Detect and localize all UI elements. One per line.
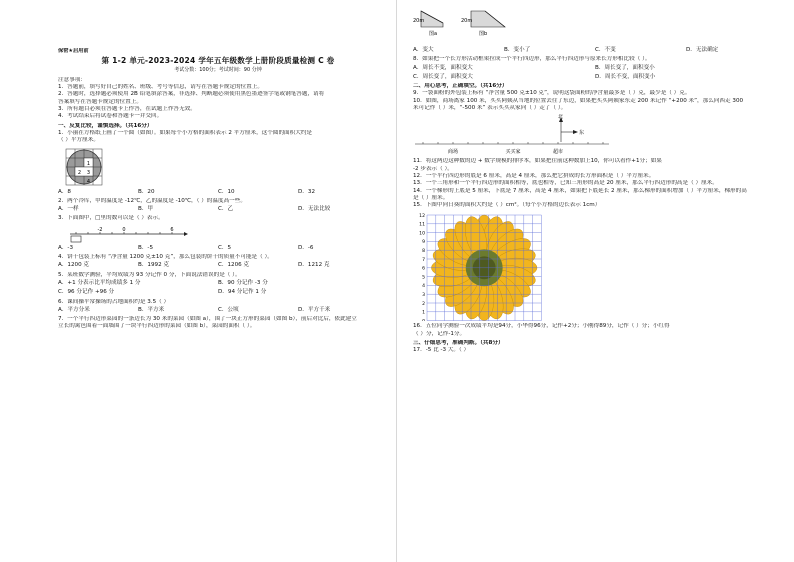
exam-meta: 考试分数：100分；考试时间：90 分钟 xyxy=(174,66,262,73)
note-item: 3．所有题目必须在答题卡上作答，在试题上作答无效。 xyxy=(58,106,196,113)
option[interactable]: C．周长变了，面积变大 xyxy=(413,73,473,80)
number-line-figure xyxy=(68,225,188,243)
question-text: 13．一个三角形和一个平行四边形的面积相等，底也相等，已知三角形的高是 20 厘米，那么平行四边形的高是（ ）厘米。 xyxy=(413,180,718,187)
y-tick-label: 5 xyxy=(422,275,425,281)
option[interactable]: B．20 xyxy=(138,188,155,195)
question-text: 11．将这两边这种数的边 + 数字规模的排序本，如果把往前这种数加上10，你可以看作+1分；如果 xyxy=(413,158,662,165)
tick-label: -2 xyxy=(97,226,103,233)
option[interactable]: B．1992 克 xyxy=(138,262,170,269)
q7-options xyxy=(413,47,777,54)
sunflower-grid-svg xyxy=(413,211,553,321)
option[interactable]: C．公顷 xyxy=(218,306,239,313)
q2-options xyxy=(58,206,378,213)
option[interactable]: A．8 xyxy=(58,188,71,195)
question-text: 7．一个平行四边形菜园的一条边长为 30 米的菜园（如图 a），围了一块正方形的菜园（如图 b），前后对比后，依此建立 xyxy=(58,316,357,323)
option[interactable]: A．变大 xyxy=(413,47,434,53)
y-tick-label: 1 xyxy=(422,311,425,317)
garden-figure xyxy=(413,3,523,37)
option[interactable]: D．94 分记作 1 分 xyxy=(218,289,267,296)
circle-cell-number: 4 xyxy=(86,178,91,185)
tick-label: 0 xyxy=(122,226,126,233)
q8-options-row1 xyxy=(413,65,777,72)
question-text: 16．五位同学测验一次成绩平均是94分，小华得96分，记作+2分；小刚得89分，记作（ ）分；小红得 xyxy=(413,323,670,330)
option[interactable]: D．-6 xyxy=(298,244,314,251)
y-tick-label xyxy=(422,319,425,322)
circle-cell-number: 3 xyxy=(86,169,91,176)
option[interactable]: C．96 分记作 +96 分 xyxy=(58,289,115,296)
section-heading: 二、用心思考，正确填空。（共16分） xyxy=(413,83,508,90)
notes-heading: 注意事项： xyxy=(58,76,86,83)
option[interactable]: B．-5 xyxy=(138,244,154,251)
option[interactable]: C．乙 xyxy=(218,206,234,213)
section-heading: 三、仔细思考，准确判断。（共8分） xyxy=(413,340,504,347)
section-heading: 一、反复比较，谨慎选择。（共16分） xyxy=(58,122,153,129)
question-text: 是（ ）厘米。 xyxy=(413,194,449,201)
question-text: 2．两个冷库，甲的温度是 -12℃，乙的温度是 -10℃，（ ）的温度高一些。 xyxy=(58,197,246,204)
q6-options xyxy=(58,307,378,314)
question-text: 10．如图，商场离家 100 米，买买阿姨从当地的位置去往了东边，如果把买买阿姨家东走 200 米记作 “+200 米”，那么向西走 300 xyxy=(413,97,744,104)
y-tick-label: 12 xyxy=(419,214,425,220)
question-text: 3．下面图中，□里的数可以是（ ）表示。 xyxy=(58,215,164,222)
option[interactable]: B．周长变了，面积变小 xyxy=(595,64,655,71)
secret-label: 保密★启用前 xyxy=(58,48,89,54)
circle-grid-svg xyxy=(64,147,104,187)
map-label: 北 xyxy=(558,114,564,121)
option[interactable]: A．1200 克 xyxy=(58,262,90,269)
y-tick-label: 11 xyxy=(419,223,425,229)
question-text: 17．-5 比 -3 大。（ ） xyxy=(413,347,470,354)
y-tick-label: 3 xyxy=(422,293,425,299)
question-text: （ ）平方厘米。 xyxy=(58,137,99,144)
y-tick-label: 2 xyxy=(422,302,425,308)
question-text: 12．一个平行四边形的底是 6 厘米，高是 4 厘米，那么把它拼成的长方形面积是（ ）平方厘米。 xyxy=(413,172,655,179)
direction-map-svg xyxy=(413,114,613,156)
y-tick-label: 8 xyxy=(422,249,425,255)
circle-cell-number: 1 xyxy=(86,160,91,167)
note-item: 4．考试结束后将试卷和答题卡一并交回。 xyxy=(58,113,163,120)
question-text: 6．课间操平常操场的占地面积约是 3.5（ ） xyxy=(58,298,170,305)
q1-options xyxy=(58,189,378,196)
option[interactable]: B．90 分记作 -3 分 xyxy=(218,279,268,286)
option[interactable]: D．周长不变，面积变小 xyxy=(595,73,656,80)
exam-right-page xyxy=(397,0,794,562)
option[interactable]: C．不变 xyxy=(595,47,616,53)
option[interactable]: C．10 xyxy=(218,188,235,195)
question-text: 15．下图中向日葵的面积大约是（ ）cm²。（每个小方格的边长表示 1cm） xyxy=(413,202,601,209)
q8-options-row2 xyxy=(413,74,777,81)
figure-label: 20m xyxy=(413,18,425,24)
map-label: 东 xyxy=(579,130,585,137)
y-tick-label: 9 xyxy=(422,240,425,246)
number-line-svg xyxy=(68,225,188,243)
option[interactable]: A．平方分米 xyxy=(58,306,90,313)
option[interactable]: B．平方米 xyxy=(138,306,165,313)
note-item: 1．答题前，填写好自己的姓名、班级、考号等信息，请写在答题卡规定的位置上。 xyxy=(58,84,263,91)
garden-svg xyxy=(413,3,523,37)
q4-options xyxy=(58,262,378,269)
option[interactable]: A．周长不变，面积变大 xyxy=(413,64,473,71)
option[interactable]: D．无法确定 xyxy=(686,47,719,53)
option[interactable]: D．平方千米 xyxy=(298,306,331,313)
question-text: 8．如果把一个长方形活动框架拉成一个平行四边形，那么平行四边形与原来长方形相比较（ ）。 xyxy=(413,56,651,63)
question-text: 5．某班数学测验，平均成绩为 93 分记作 0 分，下面说法错误的是（ ）。 xyxy=(58,271,241,278)
q3-options xyxy=(58,245,378,252)
question-text: 9．一袋面粉的外包装上标有 “净含量 500 克±10 克”，说明这袋面粉的净含量最多是（ ）克，最少是（ ）克。 xyxy=(413,90,691,97)
tick-label: 6 xyxy=(170,226,174,233)
question-text: 4．饼干包装上标有 “净含量 1200 克±10 克”，那么包装的饼干的质量不可能是（ ）。 xyxy=(58,254,273,261)
circle-grid-figure xyxy=(64,147,104,187)
note-item: 答案填写在答题卡规定的位置上。 xyxy=(58,98,142,105)
map-label: 商场 xyxy=(447,149,459,156)
question-text: 1．小丽在方格纸上画了一个圆（如图）。如果每个小方格的面积表示 2 平方厘米，这个圆的面积大约是 xyxy=(58,129,313,136)
option[interactable]: B．甲 xyxy=(138,206,154,213)
y-tick-label: 6 xyxy=(422,267,425,273)
q5-options-row1 xyxy=(58,280,378,287)
option[interactable]: A．+1 分表示比平均成绩多 1 分 xyxy=(58,279,141,286)
option[interactable]: A．-3 xyxy=(58,244,73,251)
option[interactable]: C．5 xyxy=(218,244,232,251)
q5-options-row2 xyxy=(58,289,378,296)
question-text: -2 步表示（ ）。 xyxy=(413,165,453,172)
right-column xyxy=(413,46,777,355)
circle-cell-number: 2 xyxy=(77,169,82,176)
sunflower-grid-figure xyxy=(413,211,553,321)
map-label: 买买家 xyxy=(505,149,521,156)
option[interactable]: D．无法比较 xyxy=(298,206,331,213)
y-tick-label: 4 xyxy=(422,284,425,290)
y-tick-label: 7 xyxy=(422,258,425,264)
option[interactable]: D．32 xyxy=(298,188,316,195)
option[interactable]: D．1212 克 xyxy=(298,262,330,269)
left-column xyxy=(58,48,378,331)
question-text: 立长的篱笆围着一面墙围了一块平行四边形的菜园（如图 b），菜园的面积（ ）。 xyxy=(58,323,256,330)
question-text: 14．一个梯形的上底是 5 厘米，下底是 7 厘米，高是 4 厘米，如果把下底延长 2 厘米，那么梯形的面积增加（ ）平方厘米，梯形的高 xyxy=(413,187,747,194)
exam-title: 第 1-2 单元-2023-2024 学年五年级数学上册阶段质量检测 C 卷 xyxy=(101,56,335,66)
option[interactable]: B．变小了 xyxy=(504,47,531,53)
figure-label: 图a xyxy=(429,31,438,37)
figure-label: 图b xyxy=(479,31,488,37)
question-text: （ ）分，记作-1分。 xyxy=(413,330,466,337)
note-item: 2．答题时，选择题必须使用 2B 铅笔填涂答案，非选择、判断题必须使用黑色墨迹签字笔或钢笔答题，请将 xyxy=(58,91,325,98)
y-tick-label: 10 xyxy=(419,231,425,237)
answer-box[interactable] xyxy=(71,236,81,242)
option[interactable]: C．1206 克 xyxy=(218,262,250,269)
direction-map-figure xyxy=(413,114,613,156)
option[interactable]: A．一样 xyxy=(58,206,79,213)
figure-label: 20m xyxy=(461,18,473,24)
map-label: 超市 xyxy=(552,149,564,156)
question-text: 米可记作（ ）米，“-500 米” 表示买买从家向（ ）走了（ ）。 xyxy=(413,105,567,112)
